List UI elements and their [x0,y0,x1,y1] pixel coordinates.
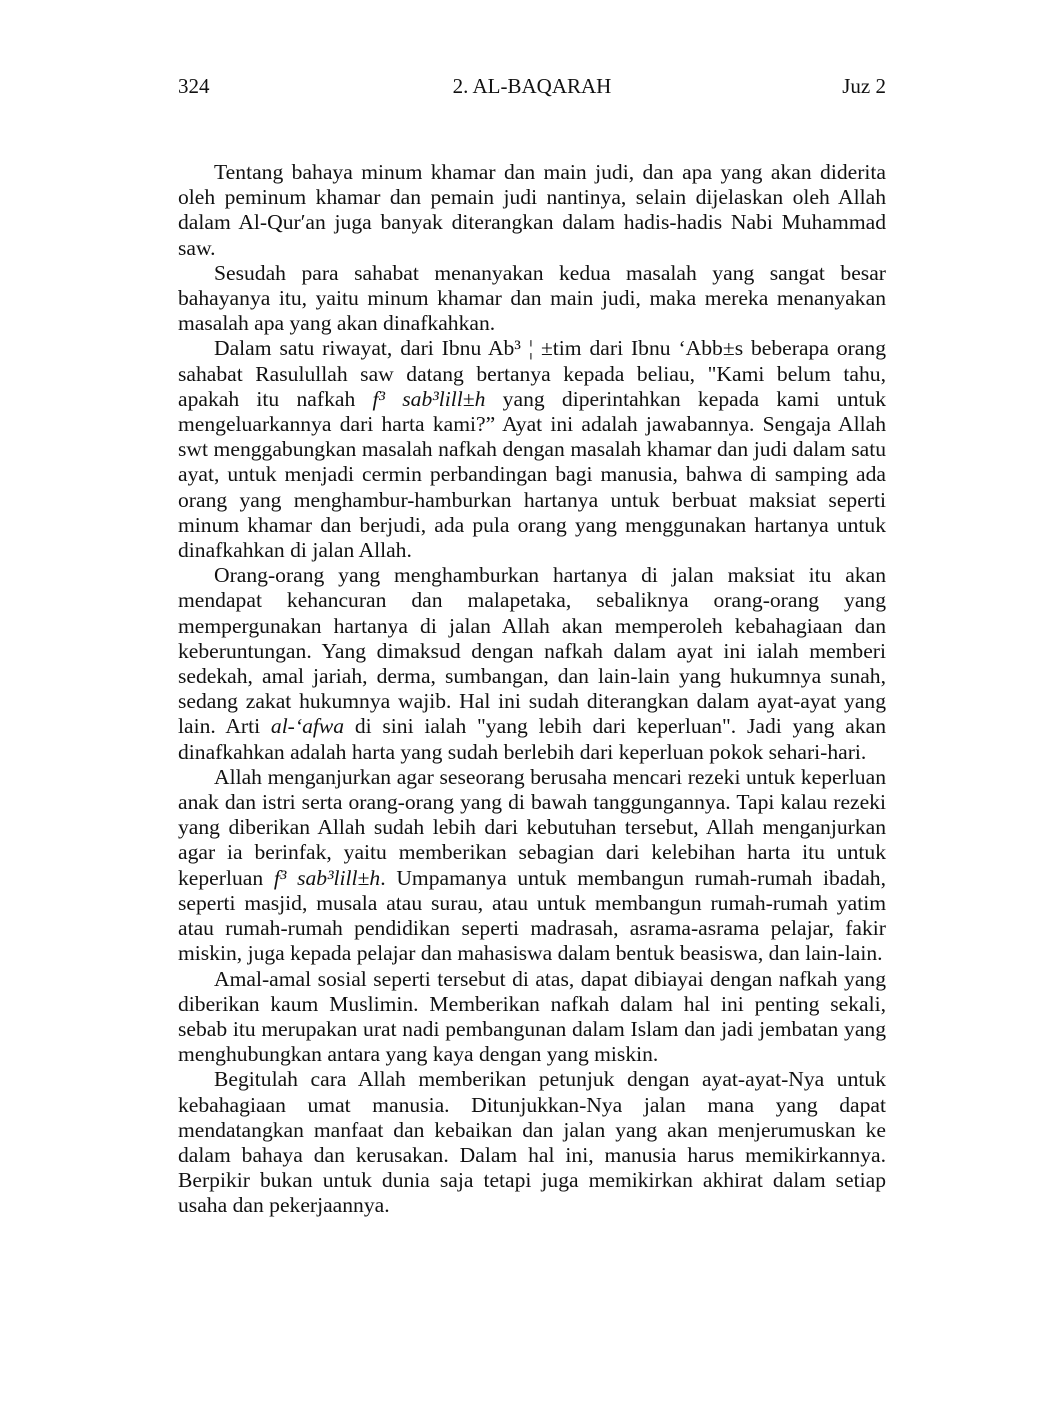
paragraph-3 [178,336,886,563]
page-number: 324 [178,74,210,98]
running-header [178,72,886,100]
paragraph-6: Amal-amal sosial seperti tersebut di atas, dapat dibiayai dengan nafkah yang diberikan kaum Muslimin. Memberikan nafkah dalam hal ini penting sekali, sebab itu merupakan urat nadi pembangunan dalam Islam dan jadi jembatan yang menghubungkan antara yang kaya dengan yang miskin. [178,966,886,1067]
paragraph-3-italic-term: f³ sab³lill±h [372,386,486,411]
paragraph-2: Sesudah para sahabat menanyakan kedua masalah yang sangat besar bahayanya itu, yaitu minum khamar dan main judi, maka mereka menanyakan masalah apa yang akan dinafkahkan. [178,260,886,336]
paragraph-5-text-a: Allah menganjurkan agar seseorang berusaha mencari rezeki untuk keperluan anak dan istri serta orang-orang yang di bawah tanggungannya. Tapi kalau rezeki yang diberikan Allah sudah lebih dari kebutuhan tersebut, Allah menganjurkan agar ia berinfak, yaitu memberikan sebagian dari kelebihan harta itu untuk keperluan [178,764,886,890]
paragraph-5-text-c: . Umpamanya untuk membangun rumah-rumah ibadah, seperti masjid, musala atau surau, atau untuk membangun rumah-rumah yatim atau rumah-rumah pendidikan seperti madrasah, asrama-asrama pelajar, fakir miskin, juga kepada pelajar dan mahasiswa dalam bentuk beasiswa, dan lain-lain. [178,865,886,966]
paragraph-4-text-a: Orang-orang yang menghamburkan hartanya di jalan maksiat itu akan mendapat kehancuran dan malapetaka, sebaliknya orang-orang yang mempergunakan hartanya di jalan Allah akan memperoleh kebahagiaan dan keberuntungan. Yang dimaksud dengan nafkah dalam ayat ini ialah memberi sedekah, amal jariah, derma, sumbangan, dan lain-lain yang hukumnya sunah, sedang zakat hukumnya wajib. Hal ini sudah diterangkan dalam ayat-ayat yang lain. Arti [178,563,886,739]
paragraph-7: Begitulah cara Allah memberikan petunjuk dengan ayat-ayat-Nya untuk kebahagiaan umat manusia. Ditunjukkan-Nya jalan mana yang dapat mendatangkan manfaat dan kebaikan dan jalan yang akan menjerumuskan ke dalam bahaya dan kerusakan. Dalam hal ini, manusia harus memikirkannya. Berpikir bukan untuk dunia saja tetapi juga memikirkan akhirat dalam setiap usaha dan pekerjaannya. [178,1067,886,1218]
paragraph-4-text-c: di sini ialah "yang lebih dari keperluan". Jadi yang akan dinafkahkan adalah harta yang sudah berlebih dari keperluan pokok sehari-hari. [178,714,886,764]
chapter-title: 2. AL-BAQARAH [452,74,612,98]
juz-label: Juz 2 [842,74,886,98]
paragraph-4-italic-term: al-‘afwa [270,714,345,739]
paragraph-4 [178,563,886,765]
paragraph-3-text-a: Dalam satu riwayat, dari Ibnu Ab³ ¦ ±tim dari Ibnu ‘Abb±s beberapa orang sahabat Rasulullah saw datang bertanya kepada beliau, "Kami belum tahu, apakah itu nafkah [178,336,886,411]
paragraph-1: Tentang bahaya minum khamar dan main judi, dan apa yang akan diderita oleh peminum khamar dan pemain judi nantinya, selain dijelaskan oleh Allah dalam Al-Qur′an juga banyak diterangkan dalam hadis-hadis Nabi Muhammad saw. [178,160,886,260]
paragraph-5 [178,765,886,967]
body-text [178,160,886,1219]
paragraph-3-text-c: yang diperintahkan kepada kami untuk mengeluarkannya dari harta kami?” Ayat ini adalah jawabannya. Sengaja Allah swt menggabungkan masalah nafkah dengan masalah khamar dan judi dalam satu ayat, untuk menjadi cermin perbandingan bagi manusia, bahwa di samping ada orang yang menghambur-hamburkan hartanya untuk berbuat maksiat seperti minum khamar dan berjudi, ada pula orang yang menggunakan hartanya untuk dinafkahkan di jalan Allah. [178,386,886,563]
paragraph-5-italic-term: f³ sab³lill±h [273,865,381,890]
